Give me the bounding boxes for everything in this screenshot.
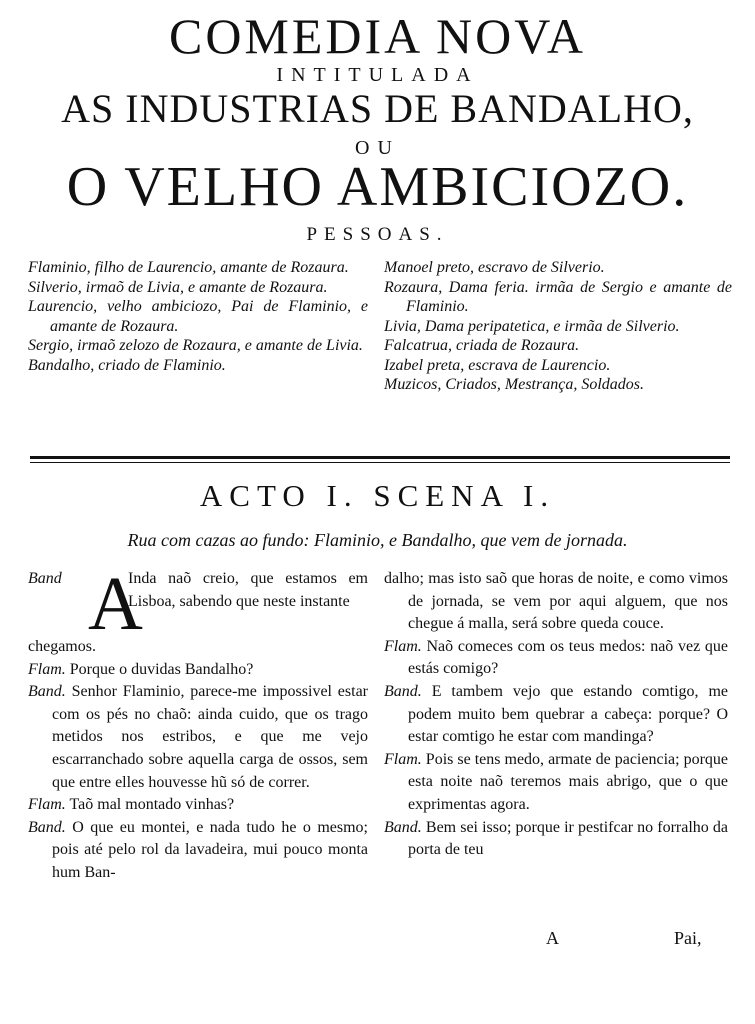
speech	[384, 749, 728, 817]
title-ou: OU	[355, 137, 400, 159]
cast-list-right	[384, 258, 732, 395]
section-divider	[30, 456, 730, 459]
signature-mark: A	[546, 928, 559, 948]
speech	[384, 681, 728, 749]
speaker-label: Band.	[384, 818, 422, 836]
dialogue-column-left	[28, 562, 368, 885]
speech	[28, 817, 368, 885]
speech-text: E tambem vejo que estando comtigo, me podem muito bem quebrar a cabeça: porque? O estar comtigo he estar com mandinga?	[408, 682, 729, 746]
dialogue-column-right	[384, 568, 728, 862]
speech-text: Naõ comeces com os teus medos: naõ vez que estás comigo?	[408, 637, 729, 678]
title-main: AS INDUSTRIAS DE BANDALHO,	[61, 86, 694, 131]
cast-item: Izabel preta, escrava de Laurencio.	[384, 356, 611, 374]
opening-speech-text: Inda naõ creio, que estamos em Lisboa, sabendo que neste instante	[128, 570, 368, 610]
speech	[384, 636, 728, 681]
speaker-label: Flam.	[384, 637, 422, 655]
title-intitulada: INTITULADA	[276, 64, 479, 86]
act-heading: ACTO I. SCENA I.	[199, 478, 556, 513]
speech-continuation: dalho; mas isto saõ que horas de noite, e como vimos de jornada, se vem por aqui alguem, que nos chegue á malla, será sobre queda couce.	[384, 570, 728, 633]
speaker-label: Flam.	[28, 660, 66, 678]
cast-item: Manoel preto, escravo de Silverio.	[384, 259, 605, 276]
cast-item: Bandalho, criado de Flaminio.	[28, 356, 226, 374]
speech-text: Senhor Flaminio, parece-me impossivel estar com os pés no chaõ: ainda cuido, que os trago metidos nos estribos, e que me vejo escarranchado sobre aquella carga de ossos, sem que entre elles houvesse hũ só de correr.	[52, 683, 368, 791]
speaker-label: Flam.	[384, 750, 422, 768]
speech	[28, 794, 368, 817]
speech	[28, 659, 368, 682]
speaker-label: Band	[28, 570, 62, 587]
speech-text: Bem sei isso; porque ir pestifcar no forralho da porta de teu	[408, 818, 729, 859]
title-subtitle: O VELHO AMBICIOZO.	[66, 156, 689, 218]
speaker-label: Band.	[28, 683, 66, 701]
speech-text: Taõ mal montado vinhas?	[69, 796, 235, 814]
speech-text: Porque o duvidas Bandalho?	[69, 660, 254, 678]
scene-description: Rua com cazas ao fundo: Flaminio, e Bandalho, que vem de jornada.	[127, 530, 628, 550]
cast-item: Muzicos, Criados, Mestrança, Soldados.	[384, 376, 644, 393]
speaker-label: Band.	[384, 682, 422, 700]
cast-item: Silverio, irmaõ de Livia, e amante de Rozaura.	[28, 278, 328, 296]
speaker-label: Band.	[28, 818, 66, 836]
drop-cap: A	[88, 562, 143, 646]
cast-item: Flaminio, filho de Laurencio, amante de Rozaura.	[28, 259, 349, 276]
speech	[384, 817, 728, 862]
cast-item: Laurencio, velho ambiciozo, Pai de Flaminio, e amante de Rozaura.	[28, 298, 368, 335]
cast-item: Rozaura, Dama feria. irmãa de Sergio e amante de Flaminio.	[384, 278, 732, 315]
cast-list-left	[28, 258, 368, 375]
speech	[28, 681, 368, 794]
cast-item: Falcatrua, criada de Rozaura.	[384, 337, 580, 354]
cast-item: Livia, Dama peripatetica, e irmãa de Silverio.	[384, 317, 680, 335]
speech-text: Pois se tens medo, armate de paciencia; porque esta noite naõ teremos mais abrigo, que o que exprimentas agora.	[408, 750, 728, 813]
opening-speech	[28, 562, 368, 646]
opening-speech-continuation: chegamos.	[28, 638, 96, 655]
speaker-label: Flam.	[28, 796, 66, 814]
title-comedia-nova: COMEDIA NOVA	[168, 8, 587, 64]
cast-item: Sergio, irmaõ zelozo de Rozaura, e amante de Livia.	[28, 337, 363, 354]
persons-heading: PESSOAS.	[306, 224, 449, 245]
section-divider-thin	[30, 462, 730, 463]
catchword: Pai,	[674, 928, 702, 948]
speech-text: O que eu montei, e nada tudo he o mesmo; pois até pelo rol da lavadeira, mui pouco monta hum Ban-	[52, 818, 368, 881]
